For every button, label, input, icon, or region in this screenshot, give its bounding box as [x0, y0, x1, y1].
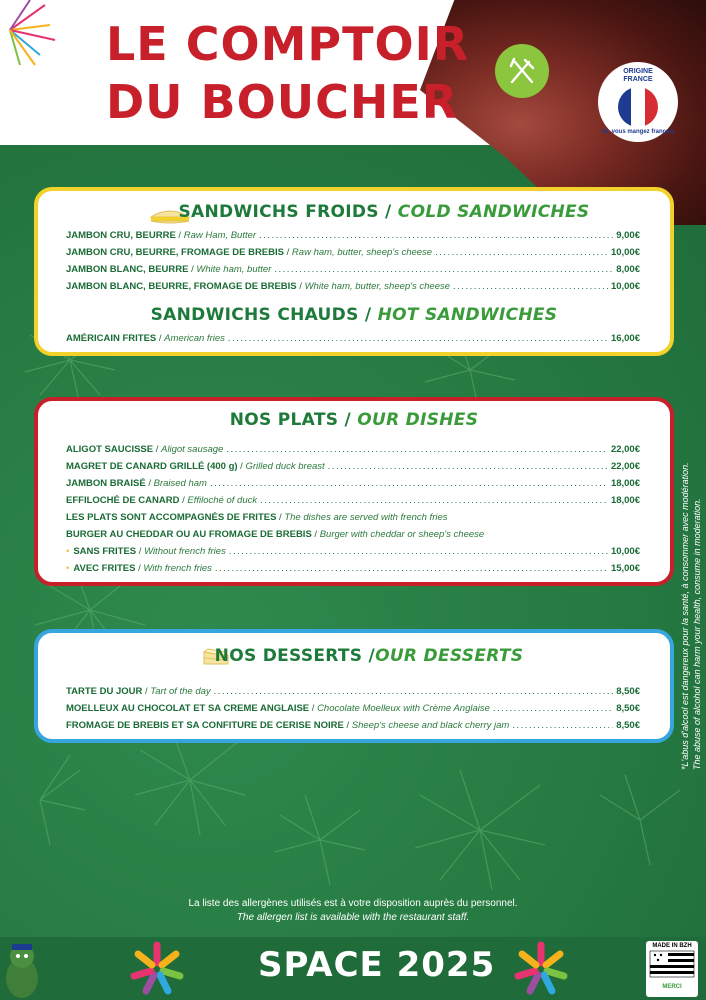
breton-flag-icon [646, 949, 698, 979]
list-item: EFFILOCHÉ DE CANARD / Effiloché of duck ..... 18,00€ [66, 495, 640, 509]
item-price: 15,00€ [610, 563, 640, 574]
item-name: JAMBON BLANC, BEURRE [66, 264, 189, 275]
item-name: FROMAGE DE BREBIS ET SA CONFITURE DE CERISE NOIRE [66, 720, 344, 731]
list-item: JAMBON BLANC, BEURRE / White ham, butter ..... 8,00€ [66, 264, 640, 278]
cold-sandwiches-title [38, 202, 670, 222]
list-item: • AVEC FRITES / With french fries ..... 15,00€ [66, 563, 640, 577]
item-price: 10,00€ [610, 281, 640, 292]
burger-header: BURGER AU CHEDDAR OU AU FROMAGE DE BREBIS / Burger with cheddar or sheep's cheese [66, 529, 485, 540]
space-logo-right-icon [512, 940, 570, 998]
hot-sandwiches-title [38, 305, 670, 325]
list-item: TARTE DU JOUR / Tart of the day ..... 8,50€ [66, 686, 640, 700]
list-item: JAMBON CRU, BEURRE, FROMAGE DE BREBIS / Raw ham, butter, sheep's cheese ..... 10,00€ [66, 247, 640, 261]
list-item: JAMBON CRU, BEURRE / Raw Ham, Butter ..... 9,00€ [66, 230, 640, 244]
item-translation: Aligot sausage [161, 444, 224, 455]
item-translation: With french fries [143, 563, 212, 574]
item-name: SANS FRITES [73, 546, 137, 557]
note-translation: Burger with cheddar or sheep's cheese [319, 529, 485, 540]
item-name: JAMBON BRAISÉ [66, 478, 146, 489]
french-flag-icon [618, 87, 658, 127]
origine-france-badge [598, 62, 678, 142]
item-translation: White ham, butter, sheep's cheese [304, 281, 451, 292]
page-title-line2: DU BOUCHER [106, 75, 459, 129]
dishes-title [38, 410, 670, 430]
alcohol-warning [678, 370, 706, 770]
item-name: JAMBON CRU, BEURRE, FROMAGE DE BREBIS [66, 247, 284, 258]
item-price: 9,00€ [616, 230, 640, 241]
list-item: ALIGOT SAUCISSE / Aligot sausage ..... 22,00€ [66, 444, 640, 458]
bzh-label: MADE IN BZH [652, 943, 692, 949]
dishes-title-sep: / [338, 410, 358, 430]
list-item: AMÉRICAIN FRITES / American fries ..... 16,00€ [66, 333, 640, 347]
cold-title-sep: / [378, 202, 398, 222]
bzh-merci: MERCI [662, 984, 682, 990]
cutlery-icon [495, 44, 549, 98]
item-name: JAMBON BLANC, BEURRE, FROMAGE DE BREBIS [66, 281, 297, 292]
note-translation: The dishes are served with french fries [284, 512, 448, 523]
item-translation: Without french fries [144, 546, 226, 557]
list-item: MOELLEUX AU CHOCOLAT ET SA CREME ANGLAISE / Chocolate Moelleux with Crème Anglaise ..... 8,50€ [66, 703, 640, 717]
item-name: TARTE DU JOUR [66, 686, 143, 697]
list-item: JAMBON BLANC, BEURRE, FROMAGE DE BREBIS / White ham, butter, sheep's cheese ..... 10,00€ [66, 281, 640, 295]
list-item: MAGRET DE CANARD GRILLÉ (400 g) / Grilled duck breast ..... 22,00€ [66, 461, 640, 475]
item-price: 18,00€ [610, 478, 640, 489]
desserts-title-en: OUR DESSERTS [375, 646, 524, 666]
item-translation: Effiloché of duck [187, 495, 258, 506]
item-name: AMÉRICAIN FRITES [66, 333, 157, 344]
item-price: 10,00€ [610, 546, 640, 557]
hot-title-fr: SANDWICHS CHAUDS [150, 305, 359, 325]
item-translation: White ham, butter [196, 264, 272, 275]
sandwiches-card [34, 187, 674, 356]
item-name: MAGRET DE CANARD GRILLÉ (400 g) [66, 461, 238, 472]
desserts-card [34, 629, 674, 743]
alcohol-warning-fr: *L'abus d'alcool est dangereux pour la santé, à consommer avec modération. [680, 462, 690, 770]
item-price: 8,50€ [616, 720, 640, 731]
alcohol-warning-en: The abuse of alcohol can harm your health, consume in moderation. [692, 498, 702, 770]
item-translation: Raw ham, butter, sheep's cheese [291, 247, 433, 258]
hot-title-en: HOT SANDWICHES [377, 305, 558, 325]
item-price: 8,50€ [616, 703, 640, 714]
mascot-icon [0, 938, 44, 1000]
item-translation: Braised ham [153, 478, 207, 489]
dishes-title-fr: NOS PLATS [229, 410, 339, 430]
item-translation: American fries [164, 333, 225, 344]
color-burst-icon [0, 0, 60, 70]
item-price: 8,00€ [616, 264, 640, 275]
cold-title-en: COLD SANDWICHES [397, 202, 590, 222]
item-name: JAMBON CRU, BEURRE [66, 230, 176, 241]
item-translation: Raw Ham, Butter [183, 230, 257, 241]
item-price: 22,00€ [610, 444, 640, 455]
item-translation: Sheep's cheese and black cherry jam [351, 720, 510, 731]
note-name: BURGER AU CHEDDAR OU AU FROMAGE DE BREBIS [66, 529, 312, 540]
item-name: ALIGOT SAUCISSE [66, 444, 154, 455]
dishes-card [34, 397, 674, 586]
note-name: LES PLATS SONT ACCOMPAGNÉS DE FRITES [66, 512, 277, 523]
desserts-title-fr: NOS DESSERTS [214, 646, 363, 666]
space-logo-left-icon [128, 940, 186, 998]
badge-line1: ORIGINE [623, 68, 653, 75]
bullet-icon: • [66, 563, 70, 574]
item-price: 10,00€ [610, 247, 640, 258]
item-translation: Grilled duck breast [245, 461, 325, 472]
dishes-note: LES PLATS SONT ACCOMPAGNÉS DE FRITES / The dishes are served with french fries [66, 512, 448, 523]
cold-title-fr: SANDWICHS FROIDS [178, 202, 379, 222]
item-name: AVEC FRITES [73, 563, 136, 574]
page-title-line1: LE COMPTOIR [106, 17, 470, 71]
item-translation: Chocolate Moelleux with Crème Anglaise [317, 703, 490, 714]
item-price: 16,00€ [610, 333, 640, 344]
hot-title-sep: / [358, 305, 378, 325]
made-in-bzh-badge [646, 941, 698, 997]
list-item: FROMAGE DE BREBIS ET SA CONFITURE DE CERISE NOIRE / Sheep's cheese and black cherry jam ..... 8,50€ [66, 720, 640, 734]
dishes-title-en: OUR DISHES [357, 410, 479, 430]
item-name: MOELLEUX AU CHOCOLAT ET SA CREME ANGLAISE [66, 703, 310, 714]
item-price: 8,50€ [616, 686, 640, 697]
badge-line2: FRANCE [623, 76, 653, 83]
allergen-note-fr: La liste des allergènes utilisés est à votre disposition auprès du personnel. [188, 898, 518, 909]
badge-subtitle: Ici, vous mangez français [601, 129, 675, 135]
bullet-icon: • [66, 546, 70, 557]
item-price: 22,00€ [610, 461, 640, 472]
item-name: EFFILOCHÉ DE CANARD [66, 495, 180, 506]
event-name: SPACE 2025 [258, 945, 496, 985]
allergen-note-en: The allergen list is available with the restaurant staff. [236, 912, 470, 923]
list-item: • SANS FRITES / Without french fries ..... 10,00€ [66, 546, 640, 560]
desserts-title-sep: / [362, 646, 376, 666]
desserts-title [38, 646, 670, 666]
item-price: 18,00€ [610, 495, 640, 506]
list-item: JAMBON BRAISÉ / Braised ham ..... 18,00€ [66, 478, 640, 492]
item-translation: Tart of the day [150, 686, 211, 697]
